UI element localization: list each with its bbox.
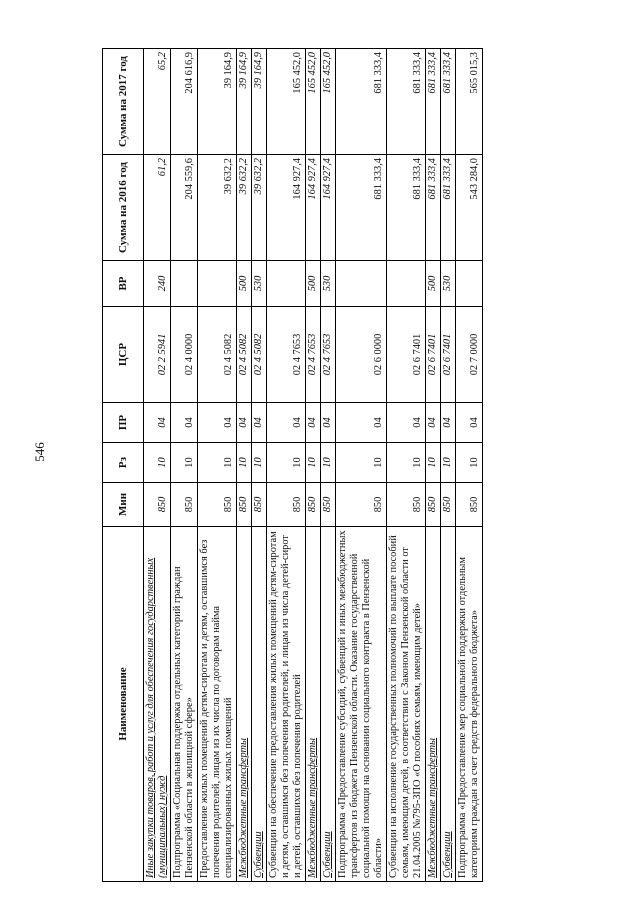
cell-pr: 04 [426, 403, 441, 443]
cell-sum-2017: 39 164,9 [252, 49, 267, 155]
cell-min: 850 [267, 483, 306, 527]
cell-pr: 04 [336, 403, 387, 443]
cell-sum-2016: 204 559,6 [171, 155, 198, 261]
cell-rz: 10 [306, 443, 321, 483]
cell-sum-2017: 165 452,0 [306, 49, 321, 155]
table-row [387, 49, 426, 882]
cell-vr: 530 [321, 261, 336, 307]
cell-pr: 04 [441, 403, 456, 443]
cell-pr: 04 [267, 403, 306, 443]
cell-rz: 10 [144, 443, 171, 483]
cell-rz: 10 [267, 443, 306, 483]
table-row [441, 49, 456, 882]
header-name: Наименование [103, 527, 144, 882]
header-pr: ПР [103, 403, 144, 443]
cell-vr: 240 [144, 261, 171, 307]
cell-name: Субвенции [321, 527, 336, 882]
cell-sum-2016: 681 333,4 [336, 155, 387, 261]
cell-sum-2016: 543 284,0 [456, 155, 483, 261]
cell-vr: 500 [426, 261, 441, 307]
cell-sum-2017: 681 333,4 [336, 49, 387, 155]
cell-name: Субвенции [252, 527, 267, 882]
table-row [171, 49, 198, 882]
cell-sum-2017: 681 333,4 [426, 49, 441, 155]
cell-csr: 02 4 0000 [171, 307, 198, 403]
cell-vr: 500 [306, 261, 321, 307]
cell-vr [267, 261, 306, 307]
cell-rz: 10 [441, 443, 456, 483]
cell-sum-2016: 61,2 [144, 155, 171, 261]
cell-name: Субвенции [441, 527, 456, 882]
cell-sum-2017: 681 333,4 [441, 49, 456, 155]
cell-name: Подпрограмма «Предоставление субсидий, субвенций и иных межбюджетных трансфертов из бюджета Пензенской области. Оказание государственной социальной помощи на основании социального контракта в Пензенской области» [336, 527, 387, 882]
cell-sum-2017: 565 015,3 [456, 49, 483, 155]
cell-sum-2016: 164 927,4 [306, 155, 321, 261]
cell-name: Межбюджетные трансферты [426, 527, 441, 882]
cell-rz: 10 [321, 443, 336, 483]
cell-min: 850 [171, 483, 198, 527]
cell-name: Подпрограмма «Предоставление мер социальной поддержки отдельным категориям граждан за счет средств федерального бюджета» [456, 527, 483, 882]
cell-pr: 04 [387, 403, 426, 443]
table-row [198, 49, 237, 882]
cell-sum-2017: 204 616,9 [171, 49, 198, 155]
cell-csr: 02 4 5082 [237, 307, 252, 403]
page-number: 546 [32, 442, 47, 462]
cell-pr: 04 [306, 403, 321, 443]
cell-csr: 02 4 5082 [198, 307, 237, 403]
cell-min: 850 [306, 483, 321, 527]
cell-min: 850 [456, 483, 483, 527]
header-sum-2016: Сумма на 2016 год [103, 155, 144, 261]
cell-sum-2016: 681 333,4 [441, 155, 456, 261]
cell-pr: 04 [252, 403, 267, 443]
table-row [144, 49, 171, 882]
cell-csr: 02 4 7653 [267, 307, 306, 403]
cell-rz: 10 [198, 443, 237, 483]
cell-pr: 04 [198, 403, 237, 443]
cell-min: 850 [321, 483, 336, 527]
cell-min: 850 [252, 483, 267, 527]
cell-sum-2017: 165 452,0 [321, 49, 336, 155]
cell-vr: 530 [252, 261, 267, 307]
cell-name: Субвенции на исполнение государственных полномочий по выплате пособий семьям, имеющим детей, в соответствии с Законом Пензенской области от 21.04.2005 №795-ЗПО «О пособиях семьям, имеющим детей» [387, 527, 426, 882]
cell-sum-2016: 681 333,4 [387, 155, 426, 261]
cell-vr [171, 261, 198, 307]
table-row [252, 49, 267, 882]
cell-csr: 02 6 7401 [441, 307, 456, 403]
table-row [336, 49, 387, 882]
header-vr: ВР [103, 261, 144, 307]
cell-sum-2016: 39 632,2 [198, 155, 237, 261]
table-row [321, 49, 336, 882]
cell-vr: 530 [441, 261, 456, 307]
cell-sum-2016: 164 927,4 [267, 155, 306, 261]
cell-sum-2016: 164 927,4 [321, 155, 336, 261]
cell-vr: 500 [237, 261, 252, 307]
cell-name: Субвенции на обеспечение предоставления жилых помещений детям-сиротам и детям, оставшимся без попечения родителей, и лицам из числа детей-сирот и детей, оставшихся без попечения родителей [267, 527, 306, 882]
cell-csr: 02 6 7401 [387, 307, 426, 403]
cell-csr: 02 4 7653 [306, 307, 321, 403]
cell-pr: 04 [237, 403, 252, 443]
header-csr: ЦСР [103, 307, 144, 403]
cell-csr: 02 4 5082 [252, 307, 267, 403]
cell-csr: 02 4 7653 [321, 307, 336, 403]
cell-sum-2016: 39 632,2 [252, 155, 267, 261]
cell-sum-2017: 681 333,4 [387, 49, 426, 155]
cell-rz: 10 [171, 443, 198, 483]
cell-vr [456, 261, 483, 307]
table-row [306, 49, 321, 882]
cell-csr: 02 7 0000 [456, 307, 483, 403]
cell-sum-2017: 39 164,9 [198, 49, 237, 155]
cell-rz: 10 [387, 443, 426, 483]
cell-csr: 02 6 7401 [426, 307, 441, 403]
cell-min: 850 [387, 483, 426, 527]
cell-sum-2017: 39 164,9 [237, 49, 252, 155]
header-min: Мин [103, 483, 144, 527]
cell-min: 850 [198, 483, 237, 527]
cell-sum-2016: 39 632,2 [237, 155, 252, 261]
table-row [237, 49, 252, 882]
cell-vr [198, 261, 237, 307]
cell-pr: 04 [144, 403, 171, 443]
cell-min: 850 [426, 483, 441, 527]
cell-rz: 10 [336, 443, 387, 483]
cell-sum-2016: 681 333,4 [426, 155, 441, 261]
cell-rz: 10 [426, 443, 441, 483]
table-row [267, 49, 306, 882]
cell-sum-2017: 165 452,0 [267, 49, 306, 155]
table-row [456, 49, 483, 882]
cell-name: Межбюджетные трансферты [237, 527, 252, 882]
budget-table-rotated [102, 49, 483, 882]
budget-table [102, 48, 483, 882]
cell-rz: 10 [456, 443, 483, 483]
cell-pr: 04 [171, 403, 198, 443]
cell-vr [387, 261, 426, 307]
cell-pr: 04 [321, 403, 336, 443]
cell-sum-2017: 65,2 [144, 49, 171, 155]
cell-pr: 04 [456, 403, 483, 443]
table-row [426, 49, 441, 882]
cell-name: Подпрограмма «Социальная поддержка отдельных категорий граждан Пензенской области в жилищной сфере» [171, 527, 198, 882]
header-rz: Рз [103, 443, 144, 483]
cell-min: 850 [336, 483, 387, 527]
cell-vr [336, 261, 387, 307]
cell-csr: 02 2 5941 [144, 307, 171, 403]
cell-name: Предоставление жилых помещений детям-сиротам и детям, оставшимся без попечения родителей, лицам из их числа по договорам найма специализированных жилых помещений [198, 527, 237, 882]
header-sum-2017: Сумма на 2017 год [103, 49, 144, 155]
table-header-row [103, 49, 144, 882]
cell-rz: 10 [237, 443, 252, 483]
cell-name: Иные закупки товаров, работ и услуг для обеспечения государственных (муниципальных) нужд [144, 527, 171, 882]
cell-min: 850 [441, 483, 456, 527]
cell-rz: 10 [252, 443, 267, 483]
cell-name: Межбюджетные трансферты [306, 527, 321, 882]
cell-csr: 02 6 0000 [336, 307, 387, 403]
cell-min: 850 [144, 483, 171, 527]
cell-min: 850 [237, 483, 252, 527]
